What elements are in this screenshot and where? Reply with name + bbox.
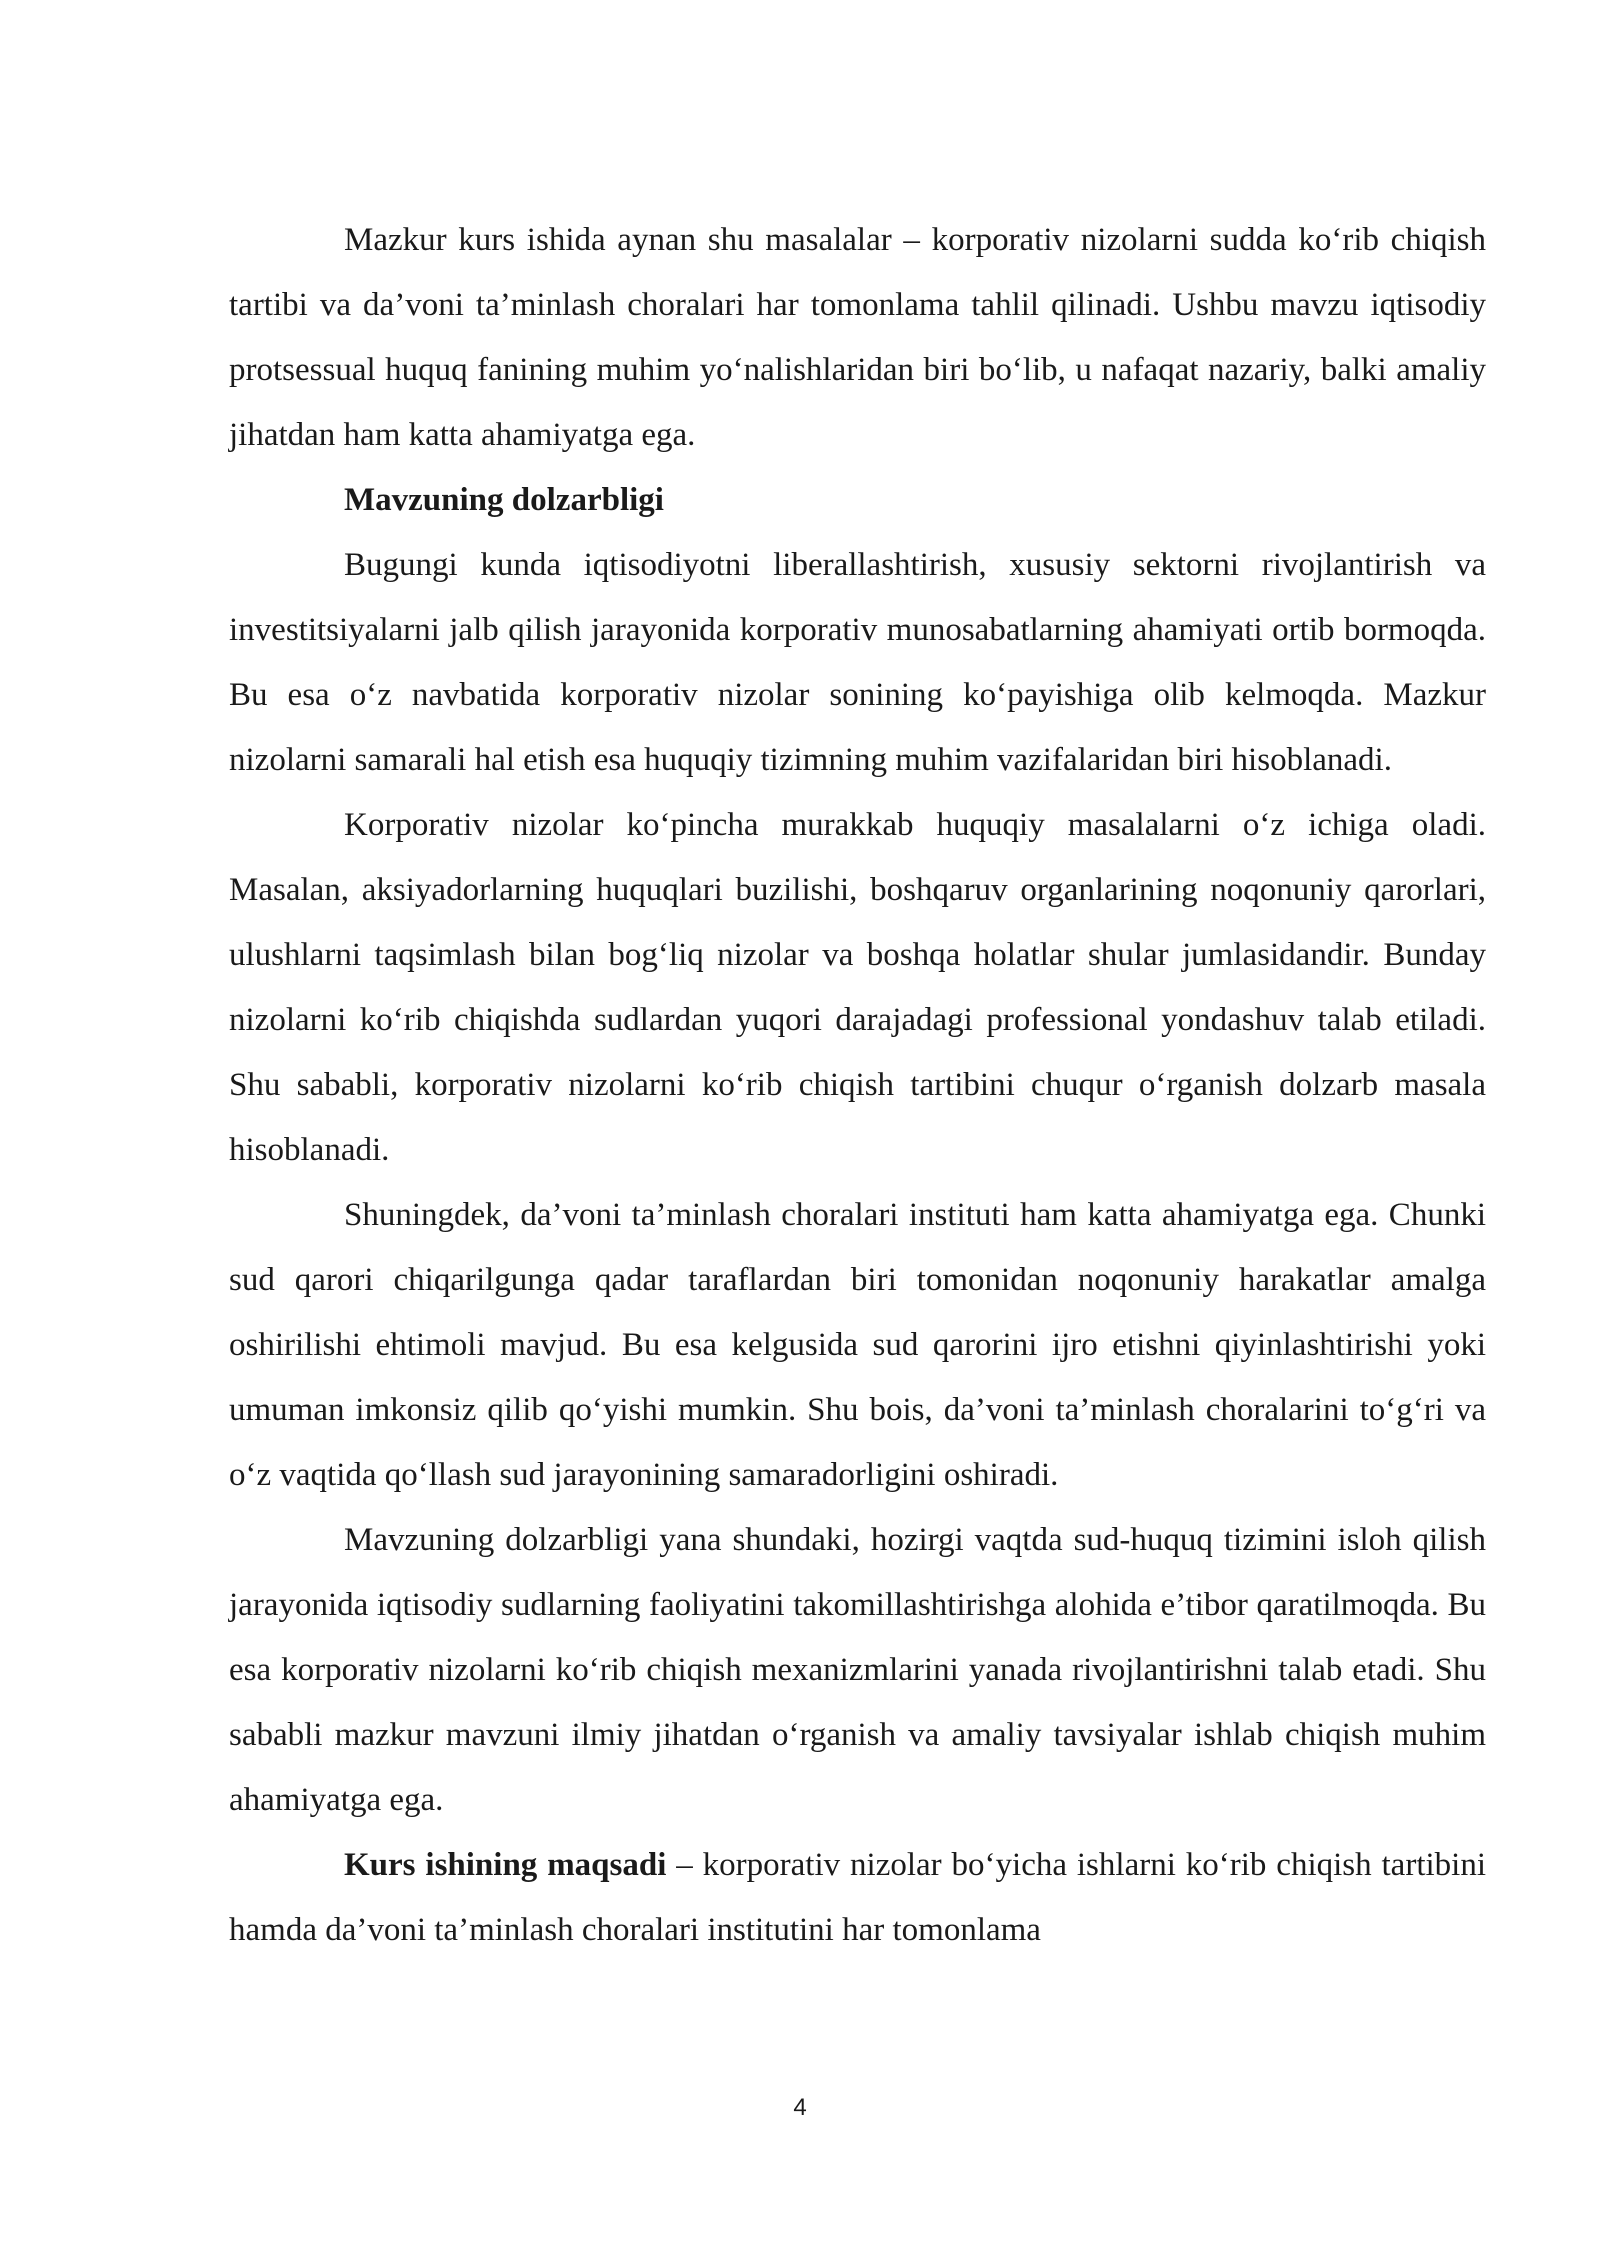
- paragraph-goal: [229, 1833, 1486, 1963]
- page-body: [229, 208, 1486, 1963]
- paragraph-intro: Mazkur kurs ishida aynan shu masalalar – korporativ nizolarni sudda ko‘rib chiqish tartibi va da’voni ta’minlash choralari har tomonlama tahlil qilinadi. Ushbu mavzu iqtisodiy protsessual huquq fanining muhim yo‘nalishlaridan biri bo‘lib, u nafaqat nazariy, balki amaliy jihatdan ham katta ahamiyatga ega.: [229, 222, 1486, 453]
- page-number: 4: [793, 2094, 807, 2121]
- paragraph-relevance-3: Shuningdek, da’voni ta’minlash choralari instituti ham katta ahamiyatga ega. Chunki sud qarori chiqarilgunga qadar taraflardan biri tomonidan noqonuniy harakatlar amalga oshirilishi ehtimoli mavjud. Bu esa kelgusida sud qarorini ijro etishni qiyinlashtirishi yoki umuman imkonsiz qilib qo‘yishi mumkin. Shu bois, da’voni ta’minlash choralarini to‘g‘ri va o‘z vaqtida qo‘llash sud jarayonining samaradorligini oshiradi.: [229, 1197, 1486, 1493]
- paragraph-relevance-4: Mavzuning dolzarbligi yana shundaki, hozirgi vaqtda sud-huquq tizimini isloh qilish jarayonida iqtisodiy sudlarning faoliyatini takomillashtirishga alohida e’tibor qaratilmoqda. Bu esa korporativ nizolarni ko‘rib chiqish mexanizmlarini yanada rivojlantirishni talab etadi. Shu sababli mazkur mavzuni ilmiy jihatdan o‘rganish va amaliy tavsiyalar ishlab chiqish muhim ahamiyatga ega.: [229, 1522, 1486, 1818]
- paragraph-relevance-1: Bugungi kunda iqtisodiyotni liberallashtirish, xususiy sektorni rivojlantirish va investitsiyalarni jalb qilish jarayonida korporativ munosabatlarning ahamiyati ortib bormoqda. Bu esa o‘z navbatida korporativ nizolar sonining ko‘payishiga olib kelmoqda. Mazkur nizolarni samarali hal etish esa huquqiy tizimning muhim vazifalaridan biri hisoblanadi.: [229, 547, 1486, 778]
- goal-label: Kurs ishining maqsadi: [344, 1847, 667, 1883]
- section-heading-relevance: Mavzuning dolzarbligi: [344, 482, 664, 518]
- paragraph-relevance-2: Korporativ nizolar ko‘pincha murakkab huquqiy masalalarni o‘z ichiga oladi. Masalan, aksiyadorlarning huquqlari buzilishi, boshqaruv organlarining noqonuniy qarorlari, ulushlarni taqsimlash bilan bog‘liq nizolar va boshqa holatlar shular jumlasidandir. Bunday nizolarni ko‘rib chiqishda sudlardan yuqori darajadagi professional yondashuv talab etiladi. Shu sababli, korporativ nizolarni ko‘rib chiqish tartibini chuqur o‘rganish dolzarb masala hisoblanadi.: [229, 807, 1486, 1168]
- goal-text: – korporativ nizolar bo‘yicha ishlarni ko‘rib chiqish tartibini hamda da’voni ta’minlash choralari institutini har tomonlama: [229, 1847, 1486, 1948]
